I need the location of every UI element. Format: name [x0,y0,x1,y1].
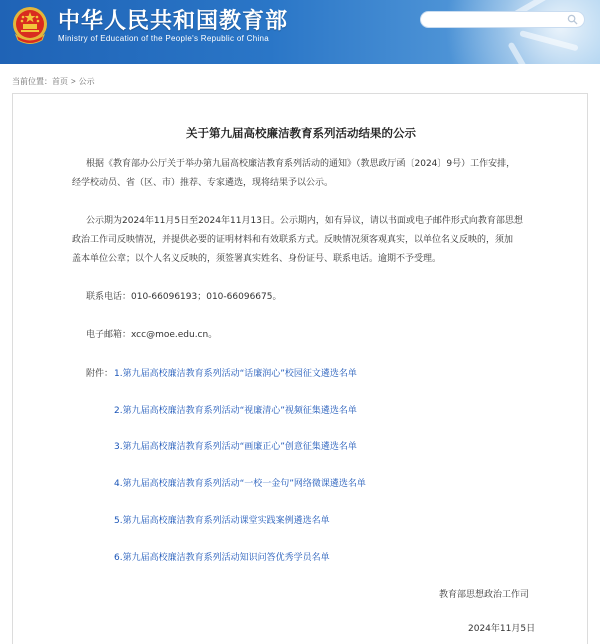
breadcrumb-separator: > [71,77,76,86]
breadcrumb [12,76,95,87]
signature-department: 教育部思想政治工作司 [439,590,530,600]
national-emblem-icon[interactable] [10,5,50,47]
article-container [12,93,588,644]
article-paragraph-line: 政治工作司反映情况，并提供必要的证明材料和有效联系方式。反映情况须客观真实，以单位名义反映的，须加 [72,235,514,245]
header-glow-decoration [420,0,600,64]
site-header [0,0,600,64]
attachment-link[interactable]: 3.第九届高校廉洁教育系列活动“画廉正心”创意征集遴选名单 [114,442,357,452]
site-subtitle: Ministry of Education of the People's Republic of China [58,34,270,43]
article-paragraph-line: 公示期为2024年11月5日至2024年11月13日。公示期内，如有异议，请以书面或电子邮件形式向教育部思想 [86,216,523,226]
attachment-link[interactable]: 1.第九届高校廉洁教育系列活动“话廉润心”校园征文遴选名单 [114,369,357,379]
attachment-link[interactable]: 2.第九届高校廉洁教育系列活动“视廉清心”视频征集遴选名单 [114,406,357,416]
attachments-label: 附件： [86,369,114,379]
attachment-link[interactable]: 4.第九届高校廉洁教育系列活动“一校一金句”网络微课遴选名单 [114,479,366,489]
attachment-link[interactable]: 6.第九届高校廉洁教育系列活动知识问答优秀学员名单 [114,553,330,563]
site-title[interactable]: 中华人民共和国教育部 [58,8,289,34]
search-input[interactable] [429,17,569,32]
signature-date: 2024年11月5日 [468,624,536,634]
breadcrumb-label: 当前位置： [12,77,52,86]
breadcrumb-home-link[interactable]: 首页 [52,77,68,86]
article-title: 关于第九届高校廉洁教育系列活动结果的公示 [186,126,416,140]
search-box[interactable] [420,11,585,28]
contact-email: 电子邮箱：xcc@moe.edu.cn。 [86,330,218,340]
article-paragraph-line: 盖本单位公章；以个人名义反映的，须签署真实姓名、身份证号、联系电话。逾期不予受理。 [72,254,442,264]
contact-phone: 联系电话：010-66096193；010-66096675。 [86,292,282,302]
search-icon[interactable] [567,14,578,25]
article-paragraph-line: 经学校动员、省（区、市）推荐、专家遴选，现将结果予以公示。 [72,178,334,188]
article-paragraph-line: 根据《教育部办公厅关于举办第九届高校廉洁教育系列活动的通知》（教思政厅函〔2024〕9号）工作安排， [86,159,516,169]
breadcrumb-current-link[interactable]: 公示 [78,77,95,86]
attachment-link[interactable]: 5.第九届高校廉洁教育系列活动课堂实践案例遴选名单 [114,516,330,526]
